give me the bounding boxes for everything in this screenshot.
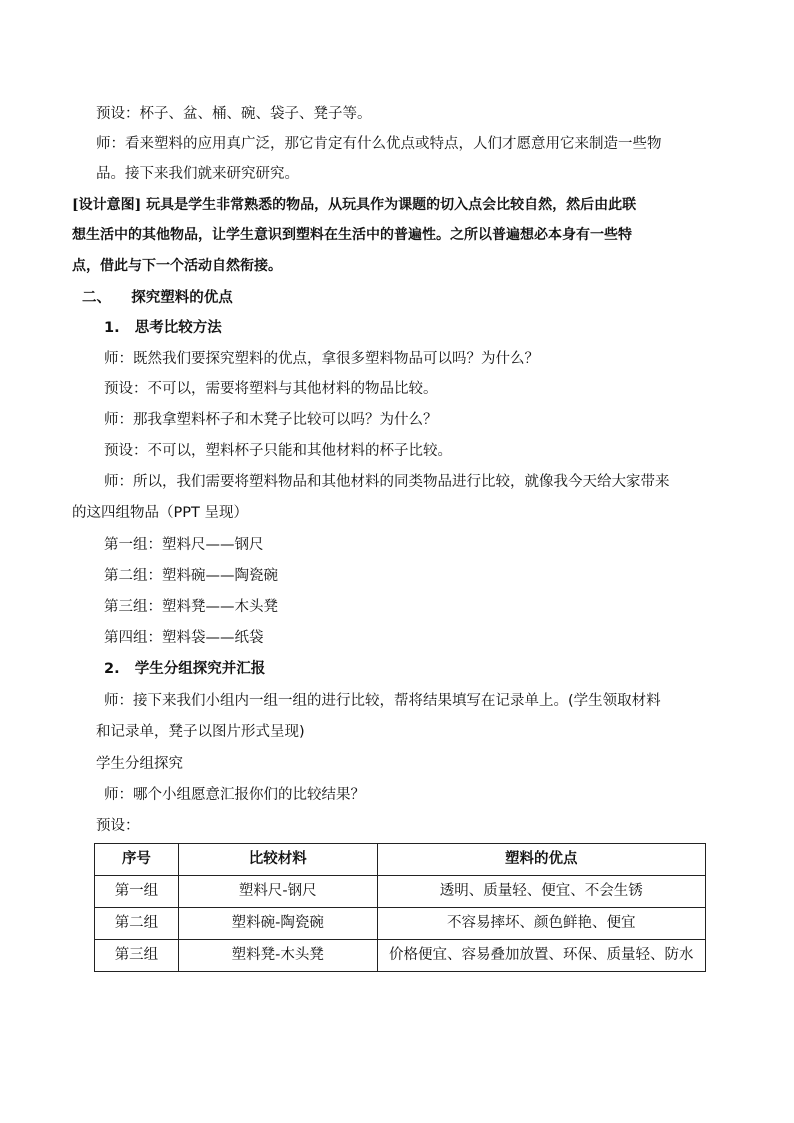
teacher-statement: 师：所以，我们需要将塑料物品和其他材料的同类物品进行比较，就像我今天给大家带来 bbox=[104, 474, 670, 490]
teacher-question-2: 师：那我拿塑料杯子和木凳子比较可以吗？为什么？ bbox=[104, 412, 438, 428]
cell-advantages: 不容易摔坏、颜色鲜艳、便宜 bbox=[377, 908, 705, 940]
preset-label: 预设： bbox=[96, 818, 140, 834]
teacher-question-1: 师：既然我们要探究塑料的优点，拿很多塑料物品可以吗？为什么？ bbox=[104, 351, 539, 367]
teacher-line-1: 师：看来塑料的应用真广泛，那它肯定有什么优点或特点，人们才愿意用它来制造一些物 bbox=[96, 136, 662, 152]
cell-materials: 塑料凳-木头凳 bbox=[178, 940, 377, 972]
group-4: 第四组：塑料袋——纸袋 bbox=[104, 630, 264, 646]
cell-index: 第一组 bbox=[95, 876, 179, 908]
table-header-row bbox=[95, 844, 706, 876]
preset-line-1: 预设：杯子、盆、桶、碗、袋子、凳子等。 bbox=[96, 106, 372, 122]
design-intent-line-3: 点，借此与下一个活动自然衔接。 bbox=[72, 258, 282, 274]
design-intent-line-2: 想生活中的其他物品，让学生意识到塑料在生活中的普遍性。之所以普遍想必本身有一些特 bbox=[72, 227, 632, 243]
teacher-instruction-cont: 和记录单，凳子以图片形式呈现) bbox=[96, 724, 305, 740]
table-row bbox=[95, 908, 706, 940]
preset-answer-1: 预设：不可以，需要将塑料与其他材料的物品比较。 bbox=[104, 381, 438, 397]
group-3: 第三组：塑料凳——木头凳 bbox=[104, 599, 278, 615]
cell-index: 第三组 bbox=[95, 940, 179, 972]
teacher-question-3: 师：哪个小组愿意汇报你们的比较结果？ bbox=[104, 787, 365, 803]
subheading-1: 1. 思考比较方法 bbox=[104, 320, 222, 336]
subheading-2: 2. 学生分组探究并汇报 bbox=[104, 661, 266, 677]
cell-advantages: 透明、质量轻、便宜、不会生锈 bbox=[377, 876, 705, 908]
header-materials: 比较材料 bbox=[178, 844, 377, 876]
cell-materials: 塑料尺-钢尺 bbox=[178, 876, 377, 908]
table-row bbox=[95, 876, 706, 908]
comparison-table bbox=[94, 843, 706, 972]
cell-index: 第二组 bbox=[95, 908, 179, 940]
design-intent-line-1: [设计意图] 玩具是学生非常熟悉的物品，从玩具作为课题的切入点会比较自然，然后由此联 bbox=[72, 197, 637, 213]
teacher-instruction: 师：接下来我们小组内一组一组的进行比较，帮将结果填写在记录单上。(学生领取材料 bbox=[104, 693, 661, 709]
table-row bbox=[95, 940, 706, 972]
teacher-statement-cont: 的这四组物品（PPT 呈现） bbox=[72, 505, 248, 521]
group-1: 第一组：塑料尺——钢尺 bbox=[104, 537, 264, 553]
cell-advantages: 价格便宜、容易叠加放置、环保、质量轻、防水 bbox=[377, 940, 705, 972]
header-advantages: 塑料的优点 bbox=[377, 844, 705, 876]
header-index: 序号 bbox=[95, 844, 179, 876]
student-activity: 学生分组探究 bbox=[96, 756, 183, 772]
section-heading-2: 二、 探究塑料的优点 bbox=[82, 290, 233, 306]
group-2: 第二组：塑料碗——陶瓷碗 bbox=[104, 568, 278, 584]
preset-answer-2: 预设：不可以，塑料杯子只能和其他材料的杯子比较。 bbox=[104, 443, 452, 459]
teacher-line-1-cont: 品。接下来我们就来研究研究。 bbox=[96, 166, 299, 182]
cell-materials: 塑料碗-陶瓷碗 bbox=[178, 908, 377, 940]
